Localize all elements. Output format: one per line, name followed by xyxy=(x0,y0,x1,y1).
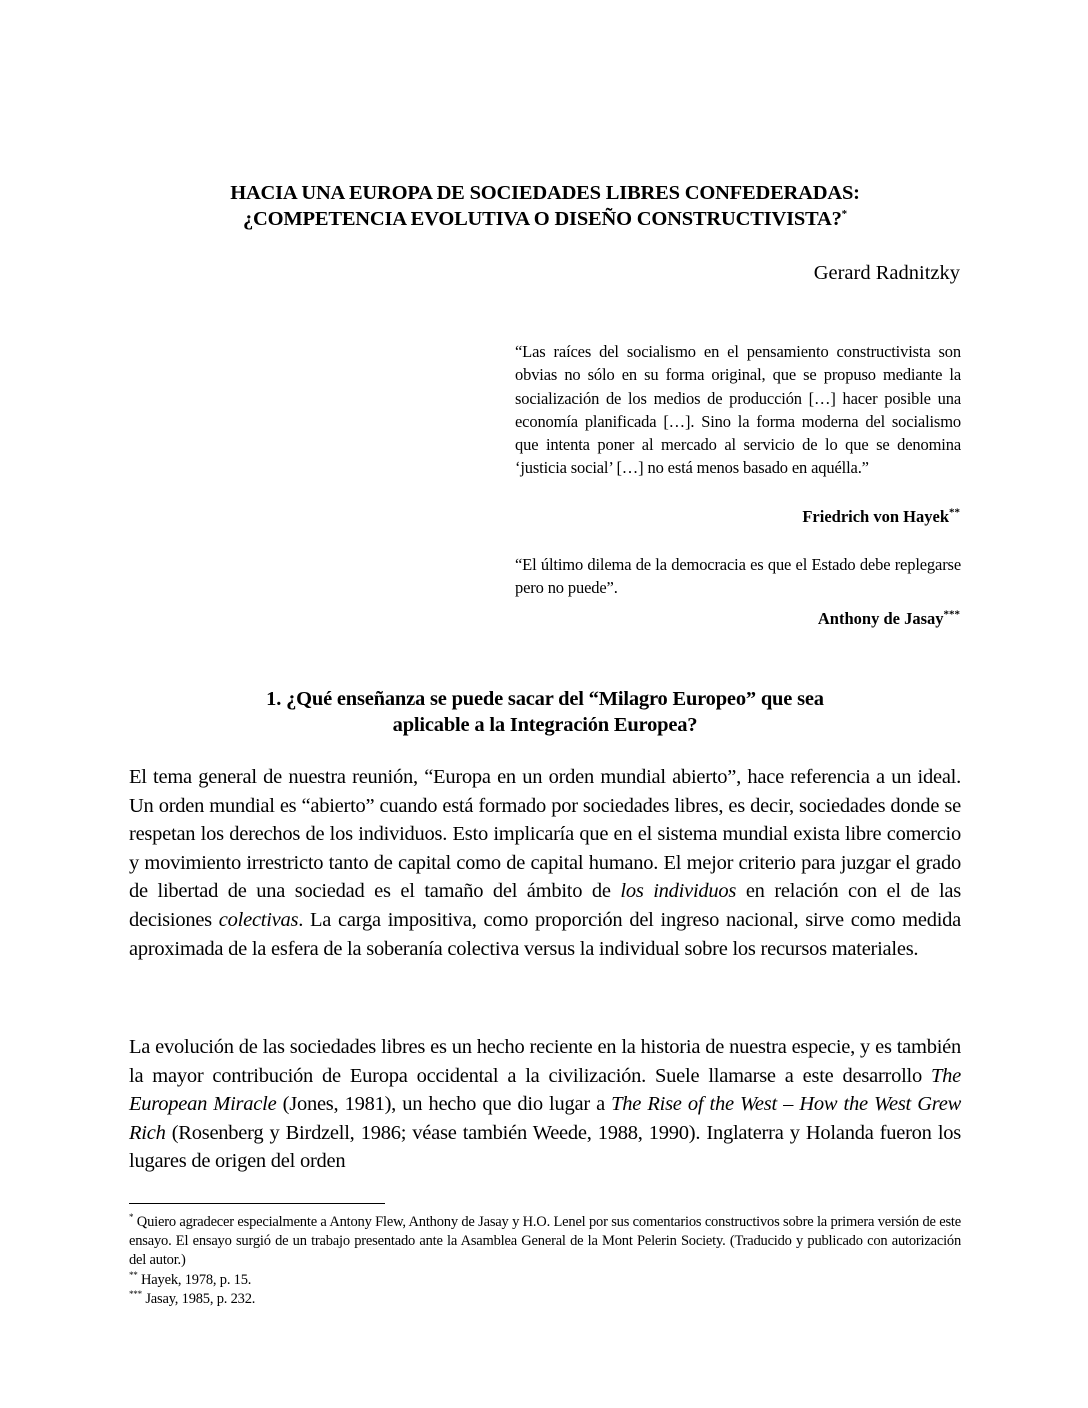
book-title: The European Miracle xyxy=(129,1064,961,1116)
section-heading-line-2: aplicable a la Integración Europea? xyxy=(392,714,698,736)
author-name: Gerard Radnitzky xyxy=(813,262,960,284)
body-paragraph: El tema general de nuestra reunión, “Europa en un orden mundial abierto”, hace referencia a un ideal. Un orden mundial es “abierto” cuando está formado por sociedades libres, es decir, sociedades donde se respetan los derechos de los individuos. Esto implicaría que en el sistema mundial exista libre comercio y movimiento irrestricto tanto de capital como de capital humano. El mejor criterio para juzgar el grado de libertad de una sociedad es el tamaño del ámbito de los individuos en relación con el de las decisiones colectivas. La carga impositiva, como proporción del ingreso nacional, sirve como medida aproximada de la esfera de la soberanía colectiva versus la individual sobre los recursos materiales. xyxy=(129,766,961,960)
epigraph-attribution-jasay: Anthony de Jasay*** xyxy=(817,608,960,628)
emphasis: los individuos xyxy=(620,880,737,903)
emphasis: colectivas xyxy=(218,908,299,931)
section-heading xyxy=(130,686,960,738)
footnote-separator xyxy=(129,1203,385,1204)
document-title xyxy=(130,180,960,232)
footnote-ref: * xyxy=(841,208,847,221)
epigraph-jasay: “El último dilema de la democracia es que el Estado debe replegarse pero no puede”. xyxy=(515,555,961,598)
section-heading-line-1: 1. ¿Qué enseñanza se puede sacar del “Milagro Europeo” que sea xyxy=(266,688,824,710)
title-line-1: HACIA UNA EUROPA DE SOCIEDADES LIBRES CONFEDERADAS: xyxy=(230,182,860,204)
book-title: The Rise of the West – How the West Grew Rich xyxy=(129,1093,961,1144)
footnote-ref: *** xyxy=(943,608,960,621)
footnote: ** Hayek, 1978, p. 15. xyxy=(129,1269,252,1288)
footnote: *** Jasay, 1985, p. 232. xyxy=(129,1288,256,1307)
title-line-2: ¿COMPETENCIA EVOLUTIVA O DISEÑO CONSTRUCTIVISTA?* xyxy=(243,208,847,230)
epigraph-hayek: “Las raíces del socialismo en el pensamiento constructivista son obvias no sólo en su forma original, que se propuso mediante la socialización de los medios de producción […] hacer posible una economía planificada […]. Sino la forma moderna del socialismo que intenta poner al mercado al servicio de lo que se denomina ‘justicia social’ […] no está menos basado en aquélla.” xyxy=(515,342,961,478)
body-paragraph: La evolución de las sociedades libres es un hecho reciente en la historia de nuestra especie, y es también la mayor contribución de Europa occidental a la civilización. Suele llamarse a este desarrollo The European Miracle (Jones, 1981), un hecho que dio lugar a The Rise of the West – How the West Grew Rich (Rosenberg y Birdzell, 1986; véase también Weede, 1988, 1990). Inglaterra y Holanda fueron los lugares de origen del orden xyxy=(129,1036,961,1173)
epigraph-attribution-hayek: Friedrich von Hayek** xyxy=(802,506,960,526)
footnotes xyxy=(129,1213,961,1309)
footnote: * Quiero agradecer especialmente a Antony Flew, Anthony de Jasay y H.O. Lenel por sus comentarios constructivos sobre la primera versión de este ensayo. El ensayo surgió de un trabajo presentado ante la Asamblea General de la Mont Pelerin Society. (Traducido y publicado con autorización del autor.) xyxy=(129,1212,961,1269)
footnote-ref: ** xyxy=(949,506,960,519)
